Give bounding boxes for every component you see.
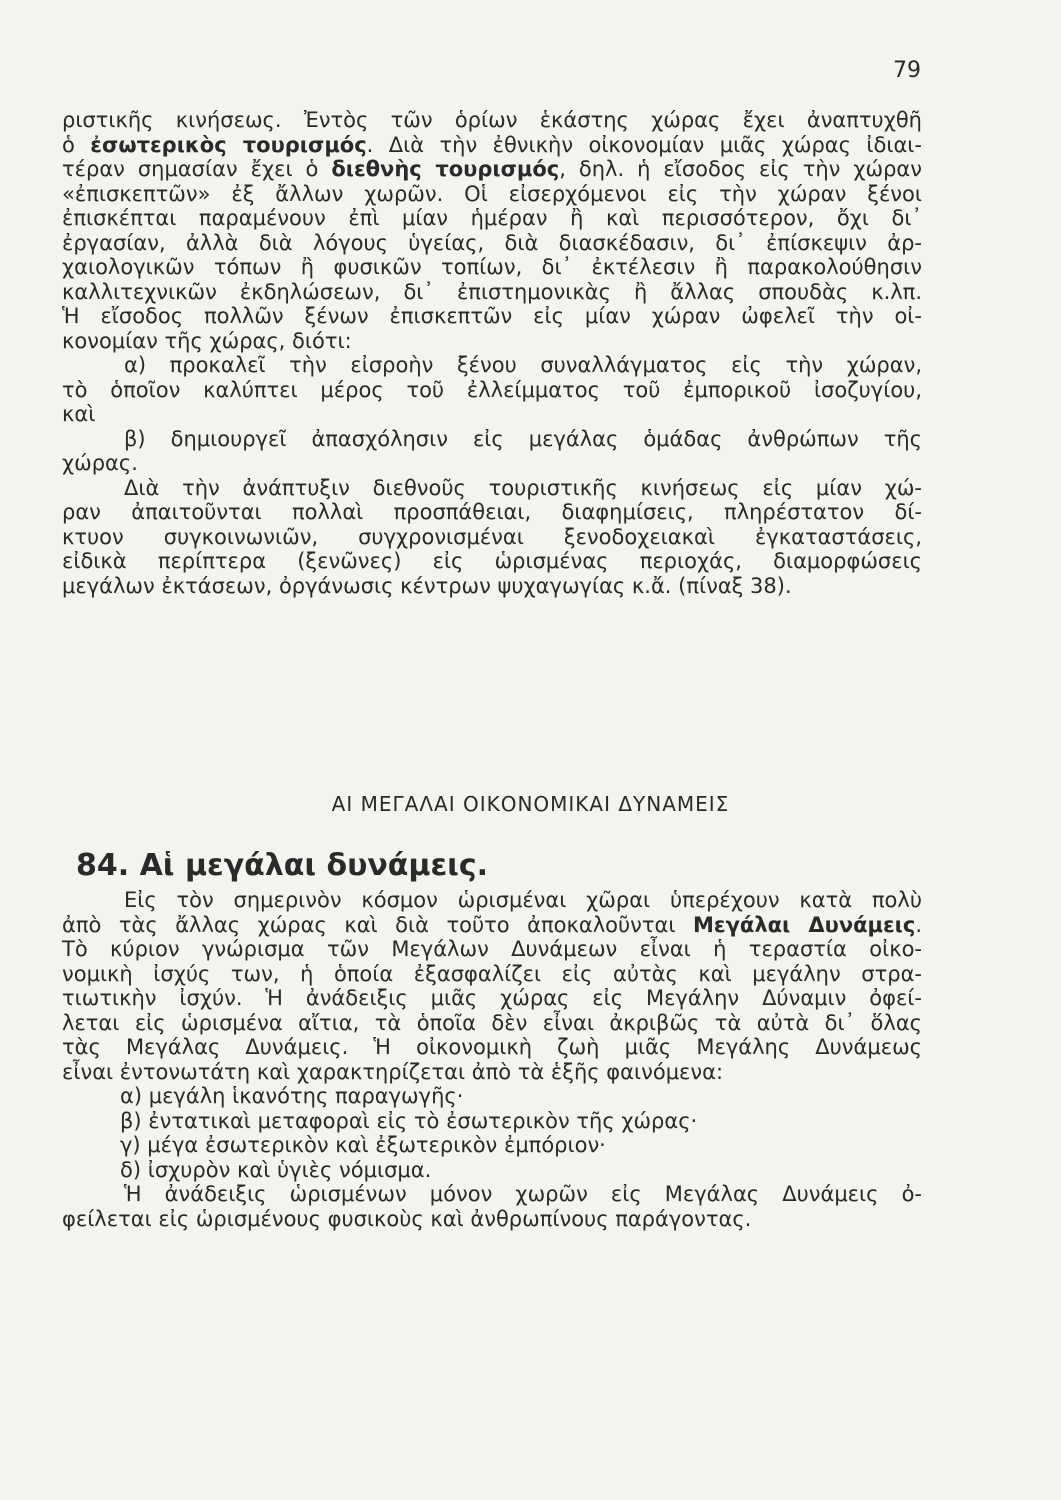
text-line: Διὰ τὴν ἀνάπτυξιν διεθνοῦς τουριστικῆς κινήσεως εἰς μίαν χώ-: [124, 475, 922, 500]
list-item: β) ἐντατικαὶ μεταφοραὶ εἰς τὸ ἐσωτερικὸν τῆς χώρας·: [120, 1108, 698, 1133]
text-line: κτυον συγκοινωνιῶν, συγχρονισμέναι ξενοδοχειακαὶ ἐγκαταστάσεις,: [62, 524, 922, 549]
text-line: τέραν σημασίαν ἔχει ὁ διεθνὴς τουρισμός, δηλ. ἡ εἴσοδος εἰς τὴν χώραν: [62, 157, 922, 181]
bold-term: διεθνὴς τουρισμός: [331, 157, 560, 181]
text-line: καὶ: [62, 402, 96, 426]
text-line: χώρας.: [62, 451, 138, 475]
list-item: α) προκαλεῖ τὴν εἰσροὴν ξένου συναλλάγματος εἰς τὴν χώραν,: [124, 353, 922, 377]
text-line: ὁ ἐσωτερικὸς τουρισμός. Διὰ τὴν ἐθνικὴν οἰκονομίαν μιᾶς χώρας ἰδιαι-: [62, 132, 922, 157]
text-line: λεται εἰς ὡρισμένα αἴτια, τὰ ὁποῖα δὲν εἶναι ἀκριβῶς τὰ αὐτὰ δι᾽ ὅλας: [62, 1010, 922, 1035]
text-line: τὰς Μεγάλας Δυνάμεις. Ἡ οἰκονομικὴ ζωὴ μιᾶς Μεγάλης Δυνάμεως: [62, 1035, 922, 1059]
text-line: ριστικῆς κινήσεως. Ἐντὸς τῶν ὁρίων ἑκάστης χώρας ἔχει ἀναπτυχθῆ: [62, 108, 922, 132]
list-item: γ) μέγα ἐσωτερικὸν καὶ ἐξωτερικὸν ἐμπόριον·: [120, 1133, 606, 1157]
tourism-paragraphs: [62, 108, 922, 598]
text-line: κονομίαν τῆς χώρας, διότι:: [62, 328, 352, 353]
section-title: ΑΙ ΜΕΓΑΛΑΙ ΟΙΚΟΝΟΜΙΚΑΙ ΔΥΝΑΜΕΙΣ: [331, 792, 730, 816]
text-line: φείλεται εἰς ὡρισμένους φυσικοὺς καὶ ἀνθρωπίνους παράγοντας.: [62, 1206, 752, 1231]
page-number: 79: [893, 58, 921, 83]
list-item: β) δημιουργεῖ ἀπασχόλησιν εἰς μεγάλας ὁμάδας ἀνθρώπων τῆς: [124, 426, 922, 451]
text-line: «ἐπισκεπτῶν» ἐξ ἄλλων χωρῶν. Οἱ εἰσερχόμενοι εἰς τὴν χώραν ξένοι: [62, 181, 922, 206]
text-line: τιωτικὴν ἰσχύν. Ἡ ἀνάδειξις μιᾶς χώρας εἰς Μεγάλην Δύναμιν ὀφεί-: [62, 986, 922, 1010]
bold-term: ἐσωτερικὸς τουρισμός: [90, 132, 367, 157]
text-line: ἀπὸ τὰς ἄλλας χώρας καὶ διὰ τοῦτο ἀποκαλοῦνται Μεγάλαι Δυνάμεις.: [62, 912, 923, 937]
list-item: α) μεγάλη ἱκανότης παραγωγῆς·: [120, 1084, 464, 1108]
list-item: δ) ἰσχυρὸν καὶ ὑγιὲς νόμισμα.: [120, 1157, 432, 1182]
section-heading: 84. Αἱ μεγάλαι δυνάμεις.: [76, 848, 489, 883]
bold-term: Μεγάλαι Δυνάμεις: [693, 912, 916, 937]
text-line: Τὸ κύριον γνώρισμα τῶν Μεγάλων Δυνάμεων εἶναι ἡ τεραστία οἰκο-: [62, 937, 922, 961]
text-line: Εἰς τὸν σημερινὸν κόσμον ὡρισμέναι χῶραι ὑπερέχουν κατὰ πολὺ: [124, 888, 922, 912]
text-line: τὸ ὁποῖον καλύπτει μέρος τοῦ ἐλλείμματος τοῦ ἐμπορικοῦ ἰσοζυγίου,: [62, 377, 922, 402]
text-line: καλλιτεχνικῶν ἐκδηλώσεων, δι᾽ ἐπιστημονικὰς ἢ ἄλλας σπουδὰς κ.λπ.: [62, 279, 922, 304]
text-line: νομικὴ ἰσχύς των, ἡ ὁποία ἐξασφαλίζει εἰς αὐτὰς καὶ μεγάλην στρα-: [62, 961, 922, 986]
text-line: εἰδικὰ περίπτερα (ξενῶνες) εἰς ὡρισμένας περιοχάς, διαμορφώσεις: [62, 549, 922, 573]
text-line: Ἡ ἀνάδειξις ὡρισμένων μόνον χωρῶν εἰς Μεγάλας Δυνάμεις ὀ-: [124, 1182, 922, 1206]
text-line: χαιολογικῶν τόπων ἢ φυσικῶν τοπίων, δι᾽ ἐκτέλεσιν ἢ παρακολούθησιν: [62, 255, 922, 279]
text-line: εἶναι ἐντονωτάτη καὶ χαρακτηρίζεται ἀπὸ τὰ ἑξῆς φαινόμενα:: [62, 1059, 724, 1084]
text-line: ἐργασίαν, ἀλλὰ διὰ λόγους ὑγείας, διὰ διασκέδασιν, δι᾽ ἐπίσκεψιν ἀρ-: [62, 230, 922, 255]
text-line: Ἡ εἴσοδος πολλῶν ξένων ἐπισκεπτῶν εἰς μίαν χώραν ὠφελεῖ τὴν οἰ-: [62, 304, 922, 328]
text-line: ἐπισκέπται παραμένουν ἐπὶ μίαν ἡμέραν ἢ καὶ περισσότερον, ὄχι δι᾽: [62, 206, 922, 230]
text-line: ραν ἀπαιτοῦνται πολλαὶ προσπάθειαι, διαφημίσεις, πληρέστατον δί-: [62, 500, 922, 524]
great-powers-paragraphs: [62, 888, 922, 1231]
text-line: μεγάλων ἐκτάσεων, ὀργάνωσις κέντρων ψυχαγωγίας κ.ἄ. (πίναξ 38).: [62, 573, 792, 598]
